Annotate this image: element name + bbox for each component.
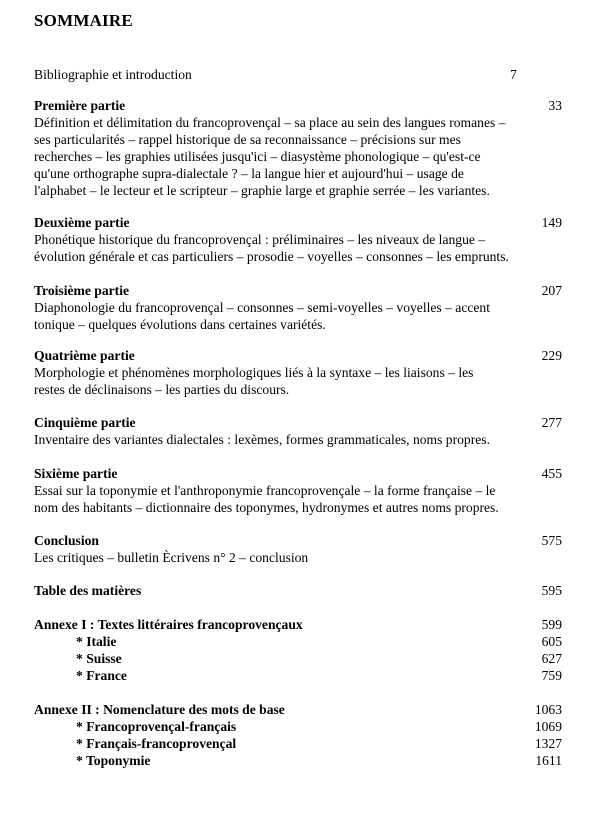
table-des-matieres-entry [34,582,562,599]
annex-item-page-number: 759 [541,668,562,683]
section-description-line: Définition et délimitation du francoprovençal – sa place au sein des langues romanes – [34,115,506,130]
section-page-number: 229 [541,348,562,363]
intro-page-number: 7 [510,67,517,82]
section-heading: Deuxième partie [34,215,130,230]
annex-1-item-suisse [76,650,562,667]
section-description-line: Inventaire des variantes dialectales : lexèmes, formes grammaticales, noms propres. [34,432,490,447]
section-description-line: ses particularités – rappel historique de sa reconnaissance – précisions sur mes [34,132,461,147]
section-description-line: nom des habitants – dictionnaire des toponymes, hydronymes et autres noms propres. [34,500,499,515]
section-heading: Troisième partie [34,283,130,298]
section-description-line: évolution générale et cas particuliers – prosodie – voyelles – consonnes – les emprunts. [34,249,509,264]
section-part-1 [34,97,562,199]
section-description-line: Diaphonologie du francoprovençal – consonnes – semi-voyelles – voyelles – accent [34,300,491,315]
section-part-6 [34,465,562,516]
section-description-line: tonique – quelques évolutions dans certaines variétés. [34,317,326,332]
section-description-line: Morphologie et phénomènes morphologiques liés à la syntaxe – les liaisons – les [34,365,474,380]
section-page-number: 595 [541,583,562,598]
annex-2-item-toponymie [76,752,562,769]
section-heading: Table des matières [34,583,142,598]
annex-item-label: * Suisse [76,651,122,666]
annex-item-label: * France [76,668,127,683]
annex-item-page-number: 605 [541,634,562,649]
annex-1-item-france [76,667,562,684]
section-part-5 [34,414,562,448]
section-page-number: 575 [541,533,562,548]
section-page-number: 33 [548,98,562,113]
section-description-line: Phonétique historique du francoprovençal : préliminaires – les niveaux de langue – [34,232,486,247]
section-page-number: 207 [541,283,562,298]
annex-item-page-number: 1611 [535,753,562,768]
annex-heading: Annexe II : Nomenclature des mots de base [34,702,285,717]
section-description-line: Essai sur la toponymie et l'anthroponymie francoprovençale – la forme française – le [34,483,496,498]
section-description-line: recherches – les graphies utilisées jusqu'ici – diasystème phonologique – qu'est-ce [34,149,481,164]
section-heading: Première partie [34,98,126,113]
annex-2-item-francoprovencal-francais [76,718,562,735]
section-page-number: 149 [541,215,562,230]
section-page-number: 277 [541,415,562,430]
section-conclusion [34,532,562,566]
section-page-number: 455 [541,466,562,481]
annex-item-label: * Toponymie [76,753,151,768]
annex-item-label: * Français-francoprovençal [76,736,237,751]
annex-1-heading-row [34,616,562,633]
annex-item-label: * Francoprovençal-français [76,719,237,734]
annex-page-number: 1063 [534,702,562,717]
section-description-line: Les critiques – bulletin Ècrivens n° 2 – conclusion [34,550,309,565]
annex-page-number: 599 [541,617,562,632]
section-description-line: restes de déclinaisons – les parties du discours. [34,382,290,397]
section-heading: Cinquième partie [34,415,136,430]
section-description-line: l'alphabet – le lecteur et le scripteur – graphie large et graphie serrée – les variantes. [34,183,490,198]
page-title: SOMMAIRE [34,11,133,30]
section-part-3 [34,282,562,333]
section-description-line: qu'une orthographe supra-dialectale ? – la langue hier et aujourd'hui – usage de [34,166,464,181]
annex-item-page-number: 1327 [534,736,562,751]
section-part-4 [34,347,562,398]
intro-label: Bibliographie et introduction [34,67,192,82]
section-heading: Sixième partie [34,466,118,481]
annex-item-label: * Italie [76,634,117,649]
section-heading: Quatrième partie [34,348,135,363]
annex-heading: Annexe I : Textes littéraires francoprovençaux [34,617,303,632]
annex-item-page-number: 1069 [534,719,562,734]
annex-2-heading-row [34,701,562,718]
annex-item-page-number: 627 [541,651,562,666]
section-part-2 [34,214,562,265]
section-heading: Conclusion [34,533,99,548]
annex-1-item-italie [76,633,562,650]
annex-2-item-francais-francoprovencal [76,735,562,752]
